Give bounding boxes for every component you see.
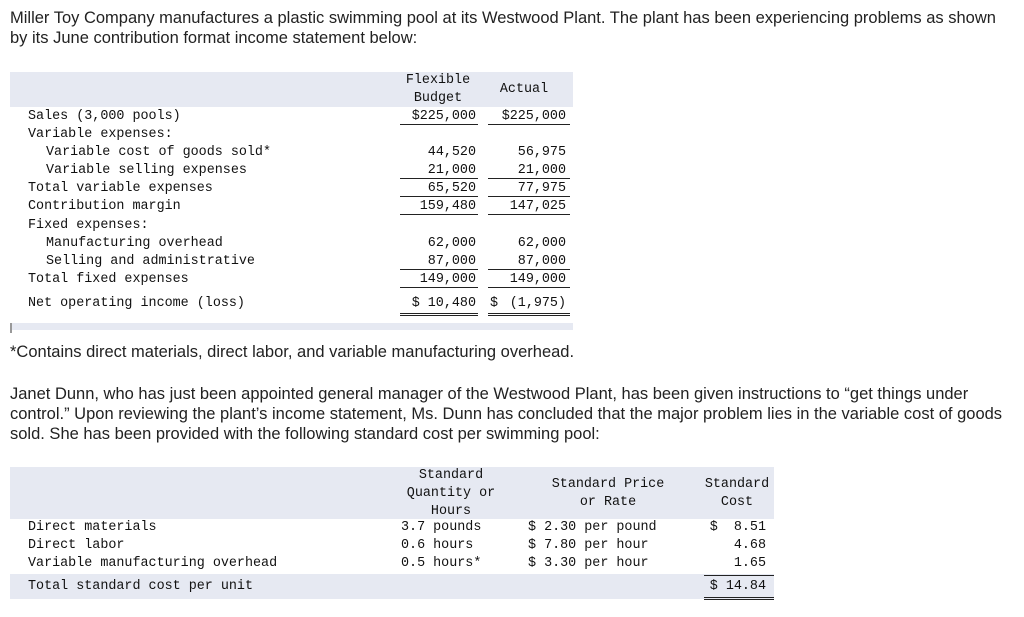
- underline-rule: [488, 287, 570, 288]
- underline-rule: [400, 178, 478, 179]
- std-row-cost: $ 8.51: [709, 520, 766, 535]
- std-row-price: $ 7.80 per hour: [528, 538, 649, 553]
- income-row-label: Variable selling expenses: [46, 163, 247, 178]
- std-row-quantity: 3.7 pounds: [401, 520, 482, 535]
- underline-rule: [488, 196, 570, 197]
- std-row-quantity: 0.5 hours*: [401, 556, 482, 571]
- underline-rule: [400, 315, 478, 316]
- income-row-actual: (1,975): [509, 296, 566, 311]
- income-row-flexible: $ 10,480: [411, 296, 476, 311]
- income-row-actual: $225,000: [501, 109, 566, 124]
- underline-rule: [400, 196, 478, 197]
- income-row-actual: 77,975: [517, 181, 566, 196]
- income-row-actual: 56,975: [517, 145, 566, 160]
- std-row-price: $ 3.30 per hour: [528, 556, 649, 571]
- footnote: *Contains direct materials, direct labor, and variable manufacturing overhead.: [10, 343, 575, 361]
- income-row-label: Fixed expenses:: [28, 218, 149, 233]
- underline-rule: [400, 214, 478, 215]
- income-row-actual: 62,000: [517, 236, 566, 251]
- underline-rule: [400, 124, 478, 125]
- income-row-label: Contribution margin: [28, 199, 181, 214]
- std-quantity-header: Standard Quantity or Hours: [406, 468, 496, 519]
- income-row-actual-dollar: $: [490, 296, 499, 311]
- income-row-actual: 149,000: [509, 272, 566, 287]
- underline-rule: [400, 287, 478, 288]
- std-row-price: $ 2.30 per pound: [528, 520, 657, 535]
- underline-rule: [488, 315, 570, 316]
- std-total-cost: $ 14.84: [709, 579, 766, 594]
- std-row-cost: 1.65: [733, 556, 766, 571]
- underline-rule: [488, 124, 570, 125]
- underline-rule: [488, 178, 570, 179]
- income-row-label: Variable cost of goods sold*: [46, 145, 271, 160]
- flexible-budget-header: Flexible Budget: [405, 73, 471, 106]
- income-row-actual: 147,025: [509, 199, 566, 214]
- footer-shade: [10, 323, 573, 330]
- income-row-label: Sales (3,000 pools): [28, 109, 181, 124]
- income-row-flexible: 21,000: [427, 163, 476, 178]
- paragraph-2: Janet Dunn, who has just been appointed general manager of the Westwood Plant, has been given instructions to “get things under control.” Upon reviewing the plant’s income statement, Ms. Dunn has concluded that the major problem lies in the variable cost of goods sold. She has been provided with the following standard cost per swimming pool:: [10, 385, 1003, 443]
- income-row-label: Total variable expenses: [28, 181, 213, 196]
- income-row-label: Manufacturing overhead: [46, 236, 223, 251]
- std-row-label: Direct materials: [28, 520, 157, 535]
- income-row-flexible: 62,000: [427, 236, 476, 251]
- std-row-cost: 4.68: [733, 538, 766, 553]
- income-row-actual: 21,000: [517, 163, 566, 178]
- intro-paragraph: Miller Toy Company manufactures a plastic swimming pool at its Westwood Plant. The plant has been experiencing problems as shown by its June contribution format income statement below:: [10, 9, 996, 47]
- income-row-flexible: 87,000: [427, 254, 476, 269]
- actual-header: Actual: [499, 82, 549, 97]
- std-row-quantity: 0.6 hours: [401, 538, 474, 553]
- underline-rule: [400, 313, 478, 314]
- income-row-actual: 87,000: [517, 254, 566, 269]
- income-row-flexible: 44,520: [427, 145, 476, 160]
- underline-rule: [488, 313, 570, 314]
- underline-rule: [488, 269, 570, 270]
- income-row-flexible: 65,520: [427, 181, 476, 196]
- std-cost-header: Standard Cost: [704, 477, 770, 510]
- std-row-label: Variable manufacturing overhead: [28, 556, 278, 571]
- income-row-label: Variable expenses:: [28, 127, 173, 142]
- std-price-header: Standard Price or Rate: [551, 477, 665, 510]
- underline-rule: [488, 214, 570, 215]
- income-row-flexible: 159,480: [419, 199, 476, 214]
- income-row-label: Selling and administrative: [46, 254, 255, 269]
- income-row-flexible: 149,000: [419, 272, 476, 287]
- income-row-label: Total fixed expenses: [28, 272, 189, 287]
- std-row-label: Direct labor: [28, 538, 125, 553]
- income-row-label: Net operating income (loss): [28, 296, 245, 311]
- income-row-flexible: $225,000: [411, 109, 476, 124]
- underline-rule: [400, 269, 478, 270]
- std-total-label: Total standard cost per unit: [28, 579, 253, 594]
